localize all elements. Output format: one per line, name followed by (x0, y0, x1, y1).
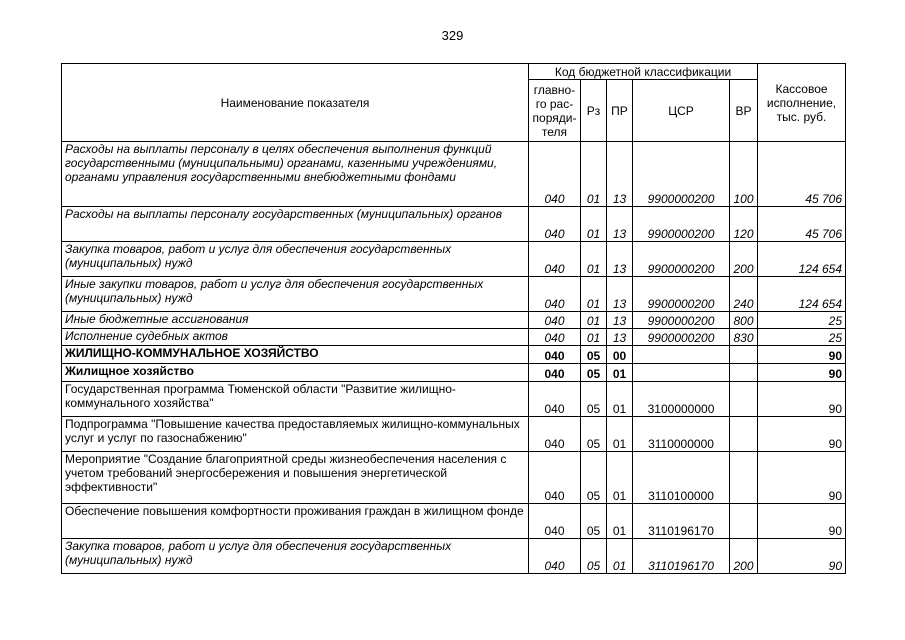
row-admin: 040 (529, 346, 581, 364)
row-amount: 124 654 (758, 242, 846, 277)
row-amount: 90 (758, 504, 846, 539)
row-admin: 040 (529, 142, 581, 207)
row-admin: 040 (529, 452, 581, 504)
row-admin: 040 (529, 504, 581, 539)
row-csr: 9900000200 (633, 207, 730, 242)
row-amount: 90 (758, 346, 846, 364)
table-header (62, 64, 846, 142)
row-name: Жилищное хозяйство (62, 364, 529, 382)
row-name: Закупка товаров, работ и услуг для обеспечения государственных (муниципальных) нужд (62, 242, 529, 277)
header-admin: главно-го рас-поряди-теля (529, 80, 581, 142)
row-csr (633, 346, 730, 364)
row-amount: 90 (758, 539, 846, 574)
row-admin: 040 (529, 329, 581, 346)
table-row (62, 312, 846, 329)
table-row (62, 207, 846, 242)
budget-table (61, 63, 846, 574)
table-row (62, 382, 846, 417)
row-name: Расходы на выплаты персоналу в целях обеспечения выполнения функций государственными (муниципальными) органами, казенными учреждениями, органами управления государственными внебюджетными фондами (62, 142, 529, 207)
row-admin: 040 (529, 364, 581, 382)
row-rz: 05 (581, 364, 607, 382)
row-rz: 05 (581, 504, 607, 539)
header-pr: ПР (607, 80, 633, 142)
row-admin: 040 (529, 382, 581, 417)
row-admin: 040 (529, 312, 581, 329)
row-csr: 9900000200 (633, 142, 730, 207)
row-csr (633, 364, 730, 382)
row-pr: 13 (607, 329, 633, 346)
row-vr: 800 (730, 312, 758, 329)
row-amount: 90 (758, 417, 846, 452)
row-admin: 040 (529, 207, 581, 242)
row-csr: 3110000000 (633, 417, 730, 452)
table-row (62, 346, 846, 364)
table-body (62, 142, 846, 574)
row-admin: 040 (529, 277, 581, 312)
table-row (62, 329, 846, 346)
row-amount: 90 (758, 452, 846, 504)
row-rz: 01 (581, 329, 607, 346)
row-vr: 240 (730, 277, 758, 312)
row-name: Исполнение судебных актов (62, 329, 529, 346)
row-vr (730, 364, 758, 382)
row-name: Обеспечение повышения комфортности проживания граждан в жилищном фонде (62, 504, 529, 539)
row-pr: 01 (607, 417, 633, 452)
row-name: Государственная программа Тюменской области "Развитие жилищно-коммунального хозяйства" (62, 382, 529, 417)
table-row (62, 142, 846, 207)
row-rz: 01 (581, 242, 607, 277)
row-csr: 9900000200 (633, 277, 730, 312)
row-amount: 45 706 (758, 207, 846, 242)
row-amount: 45 706 (758, 142, 846, 207)
table-row (62, 242, 846, 277)
header-code-group: Код бюджетной классификации (529, 64, 758, 80)
row-vr (730, 452, 758, 504)
table-row (62, 539, 846, 574)
row-admin: 040 (529, 242, 581, 277)
row-vr (730, 346, 758, 364)
row-csr: 3110100000 (633, 452, 730, 504)
table-row (62, 417, 846, 452)
row-rz: 01 (581, 277, 607, 312)
row-vr: 830 (730, 329, 758, 346)
row-rz: 01 (581, 142, 607, 207)
row-pr: 01 (607, 539, 633, 574)
table-row (62, 452, 846, 504)
row-rz: 05 (581, 382, 607, 417)
row-name: Мероприятие "Создание благоприятной среды жизнеобеспечения населения с учетом требований энергосбережения и повышения энергетической эффективности" (62, 452, 529, 504)
row-amount: 90 (758, 364, 846, 382)
row-pr: 01 (607, 364, 633, 382)
row-pr: 13 (607, 142, 633, 207)
row-amount: 124 654 (758, 277, 846, 312)
row-amount: 25 (758, 312, 846, 329)
header-vr: ВР (730, 80, 758, 142)
row-admin: 040 (529, 539, 581, 574)
header-rz: Рз (581, 80, 607, 142)
row-admin: 040 (529, 417, 581, 452)
row-pr: 13 (607, 312, 633, 329)
table-row (62, 364, 846, 382)
row-pr: 01 (607, 382, 633, 417)
row-csr: 9900000200 (633, 312, 730, 329)
header-name: Наименование показателя (62, 64, 529, 142)
row-vr: 120 (730, 207, 758, 242)
table-row (62, 277, 846, 312)
row-name: Расходы на выплаты персоналу государственных (муниципальных) органов (62, 207, 529, 242)
row-name: Подпрограмма "Повышение качества предоставляемых жилищно-коммунальных услуг и услуг по газоснабжению" (62, 417, 529, 452)
row-vr: 100 (730, 142, 758, 207)
row-amount: 25 (758, 329, 846, 346)
row-rz: 01 (581, 312, 607, 329)
page-number: 329 (441, 28, 464, 43)
row-rz: 05 (581, 417, 607, 452)
row-rz: 05 (581, 346, 607, 364)
row-name: Закупка товаров, работ и услуг для обеспечения государственных (муниципальных) нужд (62, 539, 529, 574)
row-vr (730, 417, 758, 452)
row-name: Иные бюджетные ассигнования (62, 312, 529, 329)
row-vr (730, 504, 758, 539)
row-vr: 200 (730, 539, 758, 574)
row-csr: 3110196170 (633, 539, 730, 574)
row-name: ЖИЛИЩНО-КОММУНАЛЬНОЕ ХОЗЯЙСТВО (62, 346, 529, 364)
row-amount: 90 (758, 382, 846, 417)
row-vr: 200 (730, 242, 758, 277)
row-csr: 3100000000 (633, 382, 730, 417)
row-pr: 13 (607, 207, 633, 242)
row-vr (730, 382, 758, 417)
row-pr: 00 (607, 346, 633, 364)
row-pr: 01 (607, 452, 633, 504)
row-rz: 01 (581, 207, 607, 242)
header-amount: Кассовое исполнение, тыс. руб. (758, 64, 846, 142)
row-csr: 9900000200 (633, 242, 730, 277)
row-rz: 05 (581, 539, 607, 574)
row-pr: 13 (607, 277, 633, 312)
header-csr: ЦСР (633, 80, 730, 142)
row-name: Иные закупки товаров, работ и услуг для обеспечения государственных (муниципальных) нужд (62, 277, 529, 312)
table-row (62, 504, 846, 539)
row-pr: 13 (607, 242, 633, 277)
row-pr: 01 (607, 504, 633, 539)
row-csr: 9900000200 (633, 329, 730, 346)
row-csr: 3110196170 (633, 504, 730, 539)
row-rz: 05 (581, 452, 607, 504)
